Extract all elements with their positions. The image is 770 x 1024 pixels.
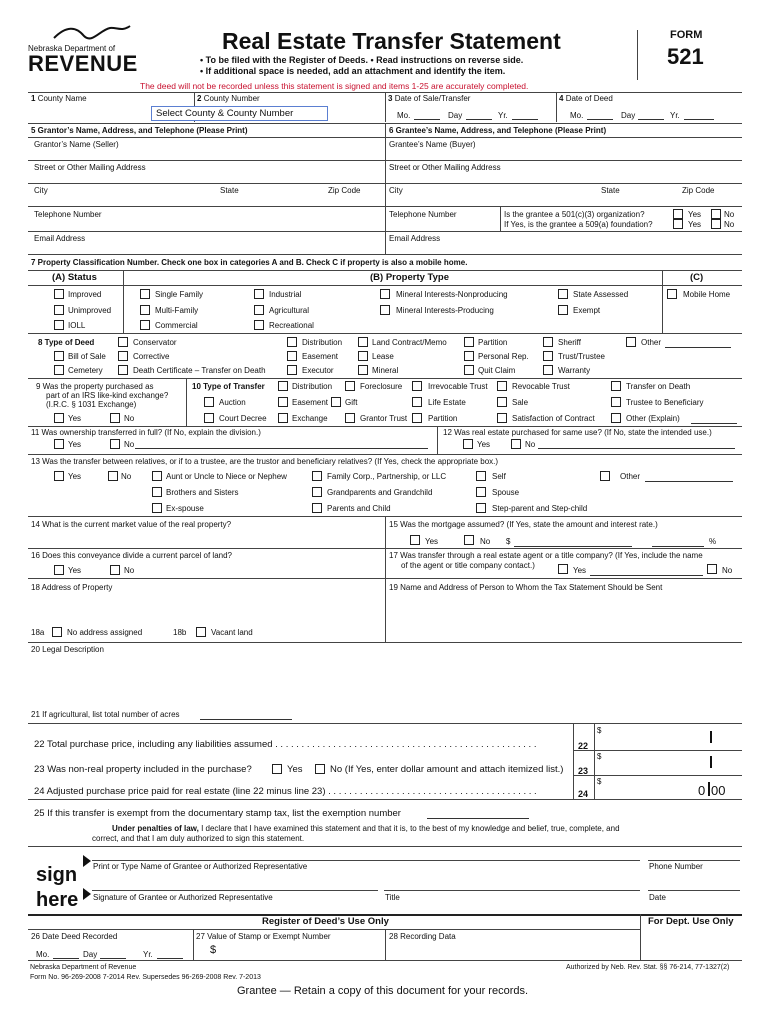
corrective-checkbox[interactable] [118, 351, 128, 361]
deed-day-field[interactable] [638, 119, 664, 120]
item21-label: 21 If agricultural, list total number of acres [31, 710, 180, 719]
stamp-value-label: 27 Value of Stamp or Exempt Number [196, 932, 331, 941]
parents-child-checkbox[interactable] [312, 503, 322, 513]
509-no-checkbox[interactable] [711, 219, 721, 229]
recreational-checkbox[interactable] [254, 320, 264, 330]
other-transfer-checkbox[interactable] [611, 413, 621, 423]
acres-field[interactable] [200, 719, 292, 720]
single-family-checkbox[interactable] [140, 289, 150, 299]
agent-name-field[interactable] [590, 575, 703, 576]
ex-spouse-checkbox[interactable] [152, 503, 162, 513]
state-assessed-checkbox[interactable] [558, 289, 568, 299]
spouse-checkbox[interactable] [476, 487, 486, 497]
brothers-sisters-checkbox[interactable] [152, 487, 162, 497]
other-deed-field[interactable] [665, 347, 731, 348]
q-509a: If Yes, is the grantee a 509(a) foundation? [504, 220, 653, 229]
grantor-street-field[interactable]: Street or Other Mailing Address [34, 163, 146, 172]
item10-label: 10 Type of Transfer [192, 382, 265, 391]
grantee-phone-field[interactable]: Telephone Number [389, 210, 457, 219]
revenue-logo-swoosh [52, 22, 132, 44]
grantee-heading: 6 Grantee’s Name, Address, and Telephone (Please Print) [389, 126, 607, 135]
penalty-text: I declare that I have examined this statement and that it is, to the best of my knowledge and belief, true, complete, and [198, 824, 620, 833]
divide-parcel-no-checkbox[interactable] [110, 565, 120, 575]
c-heading: (C) [690, 272, 704, 283]
print-name-field[interactable] [92, 850, 640, 860]
grantee-city-field[interactable]: City [389, 186, 403, 195]
other-transfer-field[interactable] [691, 423, 737, 424]
grantor-heading: 5 Grantor’s Name, Address, and Telephone (Please Print) [31, 126, 248, 135]
grantor-email-field[interactable]: Email Address [34, 234, 86, 243]
exemption-number-field[interactable] [427, 818, 529, 819]
same-use-yes-checkbox[interactable] [463, 439, 473, 449]
land-contract-checkbox[interactable] [358, 337, 368, 347]
b-type-heading: (B) Property Type [370, 272, 450, 283]
lease-checkbox[interactable] [358, 351, 368, 361]
deed-month-field[interactable] [587, 119, 613, 120]
item19-label: 19 Name and Address of Person to Whom the Tax Statement Should be Sent [389, 583, 663, 592]
grantor-city-field[interactable]: City [34, 186, 48, 195]
register-heading: Register of Deed’s Use Only [262, 916, 389, 927]
grantor-phone-field[interactable]: Telephone Number [34, 210, 102, 219]
item11-label: 11 Was ownership transferred in full? (If No, explain the division.) [31, 428, 261, 437]
improved-checkbox[interactable] [54, 289, 64, 299]
grantee-email-field[interactable]: Email Address [389, 234, 441, 243]
mortgage-no-checkbox[interactable] [464, 535, 474, 545]
grantee-name-field[interactable]: Grantee’s Name (Buyer) [389, 140, 476, 149]
exchange-checkbox[interactable] [278, 413, 288, 423]
date-sale-label: Date of Sale/Transfer [394, 94, 471, 103]
revocable-trust-checkbox[interactable] [497, 381, 507, 391]
non-real-no-checkbox[interactable] [315, 764, 325, 774]
item23-label: 23 Was non-real property included in the purchase? [34, 764, 252, 775]
other-relative-field[interactable] [645, 481, 733, 482]
no-address-checkbox[interactable] [52, 627, 62, 637]
mineral-deed-checkbox[interactable] [358, 365, 368, 375]
signature-field[interactable] [92, 880, 378, 890]
easement-deed-checkbox[interactable] [287, 351, 297, 361]
other-deed-checkbox[interactable] [626, 337, 636, 347]
recorded-month-field[interactable] [53, 958, 79, 959]
personal-rep-checkbox[interactable] [464, 351, 474, 361]
recorded-year-field[interactable] [157, 958, 183, 959]
sheriff-checkbox[interactable] [543, 337, 553, 347]
date-recorded-label: 26 Date Deed Recorded [31, 932, 118, 941]
non-real-amount-field[interactable] [595, 751, 742, 775]
form-label: FORM [670, 29, 703, 41]
trust-trustee-checkbox[interactable] [543, 351, 553, 361]
501-no-checkbox[interactable] [711, 209, 721, 219]
warning-text: The deed will not be recorded unless this statement is signed and items 1-25 are accurately completed. [140, 81, 529, 91]
grantor-name-field[interactable]: Grantor’s Name (Seller) [34, 140, 119, 149]
bill-of-sale-checkbox[interactable] [54, 351, 64, 361]
auction-checkbox[interactable] [204, 397, 214, 407]
mineral-nonproducing-checkbox[interactable] [380, 289, 390, 299]
agent-no-checkbox[interactable] [707, 564, 717, 574]
item12-label: 12 Was real estate purchased for same use? (If No, state the intended use.) [443, 428, 712, 437]
item20-label: 20 Legal Description [31, 645, 104, 654]
grantor-trust-checkbox[interactable] [345, 413, 355, 423]
ownership-division-field[interactable] [135, 448, 428, 449]
commercial-checkbox[interactable] [140, 320, 150, 330]
sign-arrow-icon [83, 855, 91, 867]
ioll-checkbox[interactable] [54, 320, 64, 330]
county-name-label: County Name [37, 94, 87, 103]
sale-month-field[interactable] [414, 119, 440, 120]
distribution-deed-checkbox[interactable] [287, 337, 297, 347]
item18-label: 18 Address of Property [31, 583, 113, 592]
item25-label: 25 If this transfer is exempt from the documentary stamp tax, list the exemption number [34, 808, 401, 819]
footer-agency: Nebraska Department of Revenue [30, 964, 137, 971]
retain-copy-notice: Grantee — Retain a copy of this document for your records. [237, 985, 529, 997]
trustee-beneficiary-checkbox[interactable] [611, 397, 621, 407]
date-deed-label: Date of Deed [565, 94, 613, 103]
executor-checkbox[interactable] [287, 365, 297, 375]
life-estate-checkbox[interactable] [412, 397, 422, 407]
mortgage-amount-field[interactable] [514, 546, 632, 547]
court-decree-checkbox[interactable] [204, 413, 214, 423]
item8-label: 8 Type of Deed [38, 338, 95, 347]
partition-deed-checkbox[interactable] [464, 337, 474, 347]
vacant-land-checkbox[interactable] [196, 627, 206, 637]
header-bullet-2: • If additional space is needed, add an attachment and identify the item. [200, 66, 506, 76]
satisfaction-contract-checkbox[interactable] [497, 413, 507, 423]
grantee-street-field[interactable]: Street or Other Mailing Address [389, 163, 501, 172]
item9-label: 9 Was the property purchased as [36, 382, 154, 391]
grantor-zip-field[interactable]: Zip Code [328, 186, 361, 195]
title-field[interactable] [384, 880, 640, 890]
sale-checkbox[interactable] [497, 397, 507, 407]
cemetery-checkbox[interactable] [54, 365, 64, 375]
sale-day-field[interactable] [466, 119, 492, 120]
grandparents-checkbox[interactable] [312, 487, 322, 497]
revenue-wordmark: REVENUE [28, 51, 138, 76]
easement-transfer-checkbox[interactable] [278, 397, 288, 407]
adjusted-price-cents: 00 [711, 783, 726, 798]
item15-label: 15 Was the mortgage assumed? (If Yes, state the amount and interest rate.) [389, 520, 658, 529]
industrial-checkbox[interactable] [254, 289, 264, 299]
deed-year-field[interactable] [684, 119, 714, 120]
item-number: 1 [31, 94, 36, 103]
dept-use-heading: For Dept. Use Only [648, 916, 734, 927]
item24-label: 24 Adjusted purchase price paid for real estate (line 22 minus line 23) . . . . . . . . . . . . . . . . . . . . . . . . . . . . . . . . . . . . . . . . [34, 786, 537, 797]
here-label: here [36, 889, 79, 911]
multi-family-checkbox[interactable] [140, 305, 150, 315]
501-yes-checkbox[interactable] [673, 209, 683, 219]
warranty-checkbox[interactable] [543, 365, 553, 375]
adjusted-price-value: 0 [698, 783, 706, 798]
county-number-label: County Number [203, 94, 260, 103]
agency-name: Nebraska Department of [28, 44, 116, 53]
sign-label: sign [36, 864, 78, 886]
grantee-state-field[interactable]: State [601, 186, 620, 195]
intended-use-field[interactable] [538, 448, 735, 449]
509-yes-checkbox[interactable] [673, 219, 683, 229]
footer-authority: Authorized by Neb. Rev. Stat. §§ 76-214, 77-1327(2) [566, 964, 730, 971]
grantee-zip-field[interactable]: Zip Code [682, 186, 715, 195]
foreclosure-checkbox[interactable] [345, 381, 355, 391]
agent-yes-checkbox[interactable] [558, 564, 568, 574]
form-title: Real Estate Transfer Statement [222, 28, 561, 54]
item14-label: 14 What is the current market value of the real property? [31, 520, 232, 529]
unimproved-checkbox[interactable] [54, 305, 64, 315]
date-field[interactable] [648, 880, 740, 890]
self-checkbox[interactable] [476, 471, 486, 481]
recording-data-label: 28 Recording Data [389, 932, 456, 941]
item16-label: 16 Does this conveyance divide a current parcel of land? [31, 551, 233, 560]
total-price-field[interactable] [595, 725, 742, 750]
ownership-full-no-checkbox[interactable] [110, 439, 120, 449]
exempt-checkbox[interactable] [558, 305, 568, 315]
sale-year-field[interactable] [512, 119, 538, 120]
mineral-producing-checkbox[interactable] [380, 305, 390, 315]
item7-heading: 7 Property Classification Number. Check one box in categories A and B. Check C if property is also a mobile home. [31, 258, 468, 267]
family-corp-checkbox[interactable] [312, 471, 322, 481]
form-number: 521 [667, 44, 704, 69]
a-status-heading: (A) Status [52, 272, 97, 283]
quit-claim-checkbox[interactable] [464, 365, 474, 375]
item13-label: 13 Was the transfer between relatives, or if to a trustee, are the trustor and beneficiary relatives? (If Yes, check the appropriate box.) [31, 457, 499, 466]
divide-parcel-yes-checkbox[interactable] [54, 565, 64, 575]
interest-rate-field[interactable] [652, 546, 704, 547]
like-kind-no-checkbox[interactable] [110, 413, 120, 423]
transfer-on-death-checkbox[interactable] [611, 381, 621, 391]
phone-number-field[interactable] [648, 850, 740, 860]
mortgage-yes-checkbox[interactable] [410, 535, 420, 545]
header-bullet-1: • To be filed with the Register of Deeds. • Read instructions on reverse side. [200, 55, 524, 65]
recording-data-field[interactable] [390, 942, 635, 958]
sign-arrow-icon [83, 888, 91, 900]
item22-label: 22 Total purchase price, including any liabilities assumed . . . . . . . . . . . . . . . . . . . . . . . . . . . . . . . . . . . . . . . . . . . . . . . . . . [34, 739, 537, 750]
mobile-home-checkbox[interactable] [667, 289, 677, 299]
step-parent-checkbox[interactable] [476, 503, 486, 513]
q-501c3: Is the grantee a 501(c)(3) organization? [504, 210, 645, 219]
death-certificate-checkbox[interactable] [118, 365, 128, 375]
irrevocable-trust-checkbox[interactable] [412, 381, 422, 391]
conservator-checkbox[interactable] [118, 337, 128, 347]
aunt-uncle-checkbox[interactable] [152, 471, 162, 481]
same-use-no-checkbox[interactable] [511, 439, 521, 449]
recorded-day-field[interactable] [100, 958, 126, 959]
relatives-no-checkbox[interactable] [108, 471, 118, 481]
non-real-yes-checkbox[interactable] [272, 764, 282, 774]
agricultural-checkbox[interactable] [254, 305, 264, 315]
item17-label: 17 Was transfer through a real estate agent or a title company? (If Yes, include the name [389, 551, 703, 560]
distribution-transfer-checkbox[interactable] [278, 381, 288, 391]
stamp-value-field[interactable] [220, 942, 380, 958]
grantor-state-field[interactable]: State [220, 186, 239, 195]
ownership-full-yes-checkbox[interactable] [54, 439, 64, 449]
relatives-yes-checkbox[interactable] [54, 471, 64, 481]
county-select-dropdown[interactable]: Select County & County Number [151, 106, 328, 121]
partition-transfer-checkbox[interactable] [412, 413, 422, 423]
gift-checkbox[interactable] [331, 397, 341, 407]
footer-form-number: Form No. 96-269-2008 7-2014 Rev. Supersedes 96-269-2008 Rev. 7-2013 [30, 974, 261, 981]
like-kind-yes-checkbox[interactable] [54, 413, 64, 423]
other-relative-checkbox[interactable] [600, 471, 610, 481]
